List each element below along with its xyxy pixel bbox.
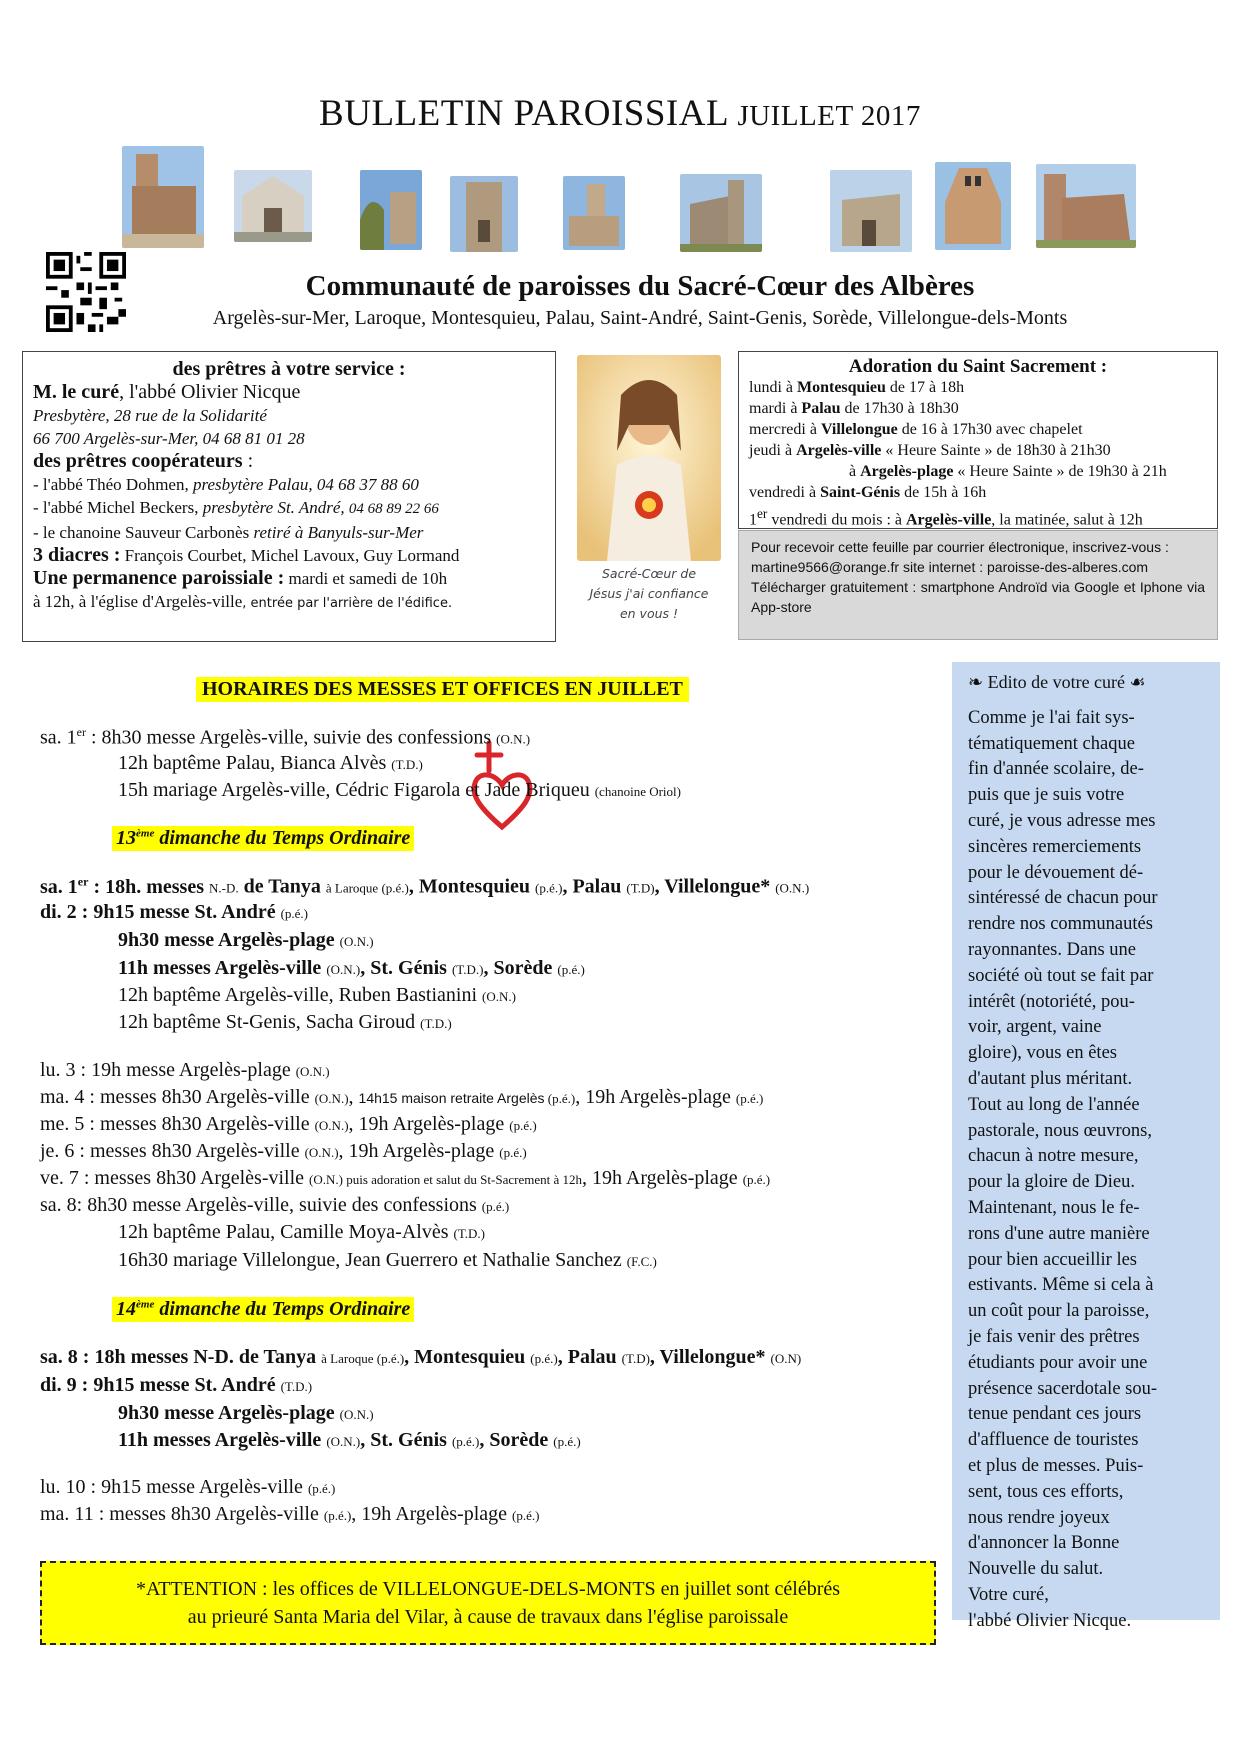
attention-line-2: au prieuré Santa Maria del Vilar, à cause de travaux dans l'église paroissale [187,1606,789,1628]
permanence-text-3: , entrée par l'arrière de l'édifice. [242,596,453,611]
permanence-line-2 [33,590,545,615]
sacred-heart-jesus-image [577,355,721,561]
schedule-line: je. 6 : messes 8h30 Argelès-ville (O.N.), 19h Argelès-plage (p.é.) [40,1140,527,1162]
schedule-line: 12h baptême Argelès-ville, Ruben Bastianini (O.N.) [118,984,516,1006]
church-photo-8 [935,162,1011,250]
edito-line: un coût pour la paroisse, [968,1301,1150,1322]
edito-line: présence sacerdotale sou- [968,1378,1158,1399]
edito-line: Maintenant, nous le fe- [968,1197,1140,1218]
priests-heading: des prêtres à votre service : [172,358,406,380]
schedule-line: di. 9 : 9h15 messe St. André (T.D.) [40,1374,313,1396]
adoration-box [738,351,1218,529]
permanence-text-2: à 12h, à l'église d'Argelès-ville [33,592,243,611]
coop1-name: - l'abbé Théo Dohmen, [33,475,193,494]
edito-line: d'autant plus méritant. [968,1068,1133,1089]
schedule-line: 15h mariage Argelès-ville, Cédric Figarola et Jade Briqueu (chanoine Oriol) [118,779,681,801]
church-photo-3 [360,170,422,250]
jesus-caption [576,564,722,624]
edito-line: d'annoncer la Bonne [968,1533,1120,1554]
schedule-line: 16h30 mariage Villelongue, Jean Guerrero et Nathalie Sanchez (F.C.) [118,1249,657,1271]
schedule-line: ma. 4 : messes 8h30 Argelès-ville (O.N.), 14h15 maison retraite Argelès (p.é.), 19h Argelès-plage (p.é.) [40,1086,764,1108]
church-photo-6 [680,174,762,252]
coop-priest-3 [33,521,545,544]
permanence-line [33,567,545,590]
schedule-line: 11h messes Argelès-ville (O.N.), St. Génis (T.D.), Sorède (p.é.) [118,957,585,979]
church-photo-1 [122,146,204,248]
church-photo-4 [450,176,518,252]
schedule-line: 9h30 messe Argelès-plage (O.N.) [118,1402,374,1424]
adoration-heading: Adoration du Saint Sacrement : [848,356,1108,377]
edito-line: étudiants pour avoir une [968,1352,1148,1373]
adoration-tuesday: mardi à Palau de 17h30 à 18h30 [749,400,959,417]
newsletter-line-1: Pour recevoir cette feuille par courrier électronique, inscrivez-vous : [751,539,1169,555]
deacons-label: 3 diacres : [33,544,121,566]
edito-line: Tout au long de l'année [968,1094,1140,1115]
adoration-thursday-plage: à Argelès-plage « Heure Sainte » de 19h30 à 21h [849,463,1167,480]
presbytery-address-1: Presbytère, 28 rue de la Solidarité [33,406,267,425]
schedule-line: me. 5 : messes 8h30 Argelès-ville (O.N.), 19h Argelès-plage (p.é.) [40,1113,537,1135]
edito-line: l'abbé Olivier Nicque. [968,1610,1132,1631]
church-photo-9 [1036,164,1136,248]
church-photo-2 [234,170,312,242]
church-photo-5 [563,176,625,250]
edito-line: puis que je suis votre [968,785,1125,806]
cure-name: , l'abbé Olivier Nicque [119,381,301,403]
newsletter-line-2[interactable]: martine9566@orange.fr site internet : paroisse-des-alberes.com [751,559,1149,575]
priests-box [22,351,556,642]
coop1-place: presbytère Palau, 04 68 37 88 60 [192,475,419,494]
edito-line: Nouvelle du salut. [968,1559,1104,1580]
schedule-line: di. 2 : 9h15 messe St. André (p.é.) [40,901,309,923]
presbytery-address-2: 66 700 Argelès-sur-Mer, 04 68 81 01 28 [33,429,305,448]
jesus-caption-line-3: en vous ! [619,606,679,621]
schedule-title: HORAIRES DES MESSES ET OFFICES EN JUILLET [196,677,689,702]
adoration-first-friday: 1er vendredi du mois : à Argelès-ville, la matinée, salut à 12h [749,506,1143,529]
church-photo-7 [830,170,912,252]
edito-line: sent, tous ces efforts, [968,1481,1124,1502]
schedule-line: lu. 10 : 9h15 messe Argelès-ville (p.é.) [40,1476,336,1498]
schedule-line: lu. 3 : 19h messe Argelès-plage (O.N.) [40,1059,330,1081]
newsletter-box [738,530,1218,640]
edito-line: Comme je l'ai fait sys- [968,707,1135,728]
edito-line: tématiquement chaque [968,733,1135,754]
schedule-line: ve. 7 : messes 8h30 Argelès-ville (O.N.) puis adoration et salut du St-Sacrement à 12h, 19h Argelès-plage (p.é.) [40,1167,771,1189]
schedule-line: 12h baptême Palau, Bianca Alvès (T.D.) [118,752,423,774]
edito-line: chacun à notre mesure, [968,1146,1139,1167]
schedule-line: sa. 8: 8h30 messe Argelès-ville, suivie des confessions (p.é.) [40,1194,510,1216]
edito-line: rayonnantes. Dans une [968,939,1136,960]
edito-line: curé, je vous adresse mes [968,810,1156,831]
adoration-wednesday: mercredi à Villelongue de 16 à 17h30 avec chapelet [749,421,1083,438]
cure-label: M. le curé [33,381,120,403]
edito-line: et plus de messes. Puis- [968,1455,1144,1476]
edito-line: intérêt (notoriété, pou- [968,991,1135,1012]
edito-line: tenue pendant ces jours [968,1404,1142,1425]
edito-line: société où tout se fait par [968,965,1154,986]
schedule-line: ma. 11 : messes 8h30 Argelès-ville (p.é.), 19h Argelès-plage (p.é.) [40,1503,540,1525]
edito-line: pour le dévouement dé- [968,862,1144,883]
schedule-line: 12h baptême Palau, Camille Moya-Alvès (T.D.) [118,1221,486,1243]
coop3-name: - le chanoine Sauveur Carbonès [33,523,254,542]
community-name: Communauté de paroisses du Sacré-Cœur des Albères [305,270,975,302]
coop-colon: : [242,450,254,472]
attention-box [40,1561,936,1645]
coop2-phone: 04 68 89 22 66 [348,501,439,517]
sunday-13-heading: 13ème dimanche du Temps Ordinaire [112,826,414,851]
jesus-caption-line-2: Jésus j'ai confiance [589,586,709,601]
deacons-line [33,544,545,567]
edito-line: Votre curé, [968,1584,1049,1605]
schedule-line: 11h messes Argelès-ville (O.N.), St. Génis (p.é.), Sorède (p.é.) [118,1429,581,1451]
community-towns: Argelès-sur-Mer, Laroque, Montesquieu, Palau, Saint-André, Saint-Genis, Sorède, Villelongue-dels-Monts [212,307,1068,329]
coop2-name: - l'abbé Michel Beckers, [33,498,203,517]
edito-line: nous rendre joyeux [968,1507,1110,1528]
adoration-friday: vendredi à Saint-Génis de 15h à 16h [749,484,987,501]
permanence-text-1: mardi et samedi de 10h [284,569,448,588]
schedule-line: sa. 1er : 8h30 messe Argelès-ville, suivie des confessions (O.N.) [40,725,531,749]
title-main: BULLETIN PAROISSIAL [319,93,728,134]
edito-line: fin d'année scolaire, de- [968,759,1144,780]
bulletin-title [0,92,1240,135]
edito-line: voir, argent, vaine [968,1017,1102,1038]
edito-line: pastorale, nous œuvrons, [968,1120,1152,1141]
coop-heading: des prêtres coopérateurs [33,450,243,472]
edito-line: sincères remerciements [968,836,1142,857]
coop3-place: retiré à Banyuls-sur-Mer [253,523,424,542]
edito-line: rons d'une autre manière [968,1223,1150,1244]
sunday-14-heading: 14ème dimanche du Temps Ordinaire [112,1297,414,1322]
qr-code-icon [46,252,126,332]
edito-line: pour la gloire de Dieu. [968,1172,1135,1193]
title-date: JUILLET 2017 [737,100,921,132]
jesus-caption-line-1: Sacré-Cœur de [601,566,697,581]
adoration-monday: lundi à Montesquieu de 17 à 18h [749,379,965,396]
coop2-place: presbytère St. André, [202,498,349,517]
attention-line-1: *ATTENTION : les offices de VILLELONGUE-DELS-MONTS en juillet sont célébrés [135,1578,841,1600]
cure-line [33,381,545,404]
edito-line: estivants. Même si cela à [968,1275,1154,1296]
schedule-line: sa. 1er : 18h. messes N.-D. de Tanya à Laroque (p.é.), Montesquieu (p.é.), Palau (T.D), Villelongue* (O.N.) [40,874,810,898]
edito-line: gloire), vous en êtes [968,1043,1117,1064]
deacons-names: François Courbet, Michel Lavoux, Guy Lormand [120,546,460,565]
newsletter-line-3: Télécharger gratuitement : smartphone Androïd via Google et Iphone via App-store [751,579,1205,615]
edito-line: je fais venir des prêtres [968,1326,1140,1347]
schedule-line: sa. 8 : 18h messes N-D. de Tanya à Laroque (p.é.), Montesquieu (p.é.), Palau (T.D), Villelongue* (O.N) [40,1346,802,1368]
edito-line: sintéressé de chacun pour [968,888,1158,909]
edito-line: pour bien accueillir les [968,1249,1138,1270]
coop-priest-2 [33,496,545,521]
coop-priest-1 [33,473,545,496]
permanence-label: Une permanence paroissiale : [33,567,285,589]
schedule-line: 9h30 messe Argelès-plage (O.N.) [118,929,374,951]
edito-column [952,662,1220,1631]
coop-heading-line [33,450,545,473]
adoration-thursday-ville: jeudi à Argelès-ville « Heure Sainte » de 18h30 à 21h30 [749,442,1111,459]
schedule-line: 12h baptême St-Genis, Sacha Giroud (T.D.) [118,1011,452,1033]
edito-heading: ❧ Edito de votre curé ☙ [968,672,1146,692]
edito-line: rendre nos communautés [968,914,1153,935]
edito-line: d'affluence de touristes [968,1430,1139,1451]
